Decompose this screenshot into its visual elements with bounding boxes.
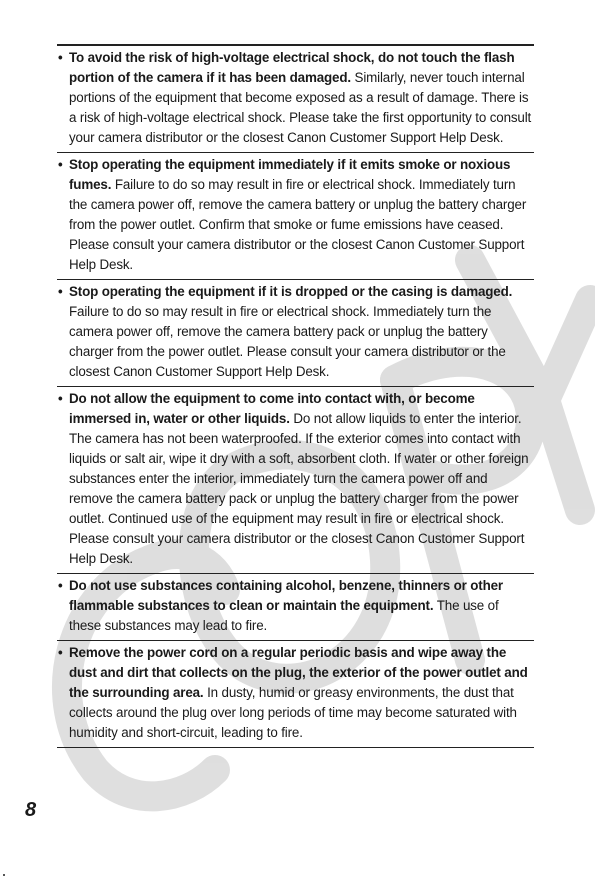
warning-lead: Remove the power cord on a regular periodic basis and wipe away the dust and dirt that collects on the plug, the exterior of the power outlet and the surrounding area. (69, 645, 528, 700)
bullet-icon: • (58, 157, 63, 172)
page-number: 8 (25, 799, 37, 821)
warning-body: Failure to do so may result in fire or electrical shock. Immediately turn the camera power off, remove the camera battery pack or unplug the battery charger from the power outlet. Please consult your camera distributor or the closest Canon Customer Support Help Desk. (69, 304, 506, 379)
warning-body: In dusty, humid or greasy environments, the dust that collects around the plug over long periods of time may become saturated with humidity and short-circuit, leading to fire. (69, 685, 517, 740)
bottom-rule (57, 747, 534, 748)
warning-body: The use of these substances may lead to fire. (69, 598, 499, 633)
bullet-icon: • (58, 284, 63, 299)
warning-lead: To avoid the risk of high-voltage electrical shock, do not touch the flash portion of the camera if it has been damaged. (69, 50, 515, 85)
bullet-icon: • (58, 391, 63, 406)
bullet-icon: • (58, 50, 63, 65)
warning-body: Do not allow liquids to enter the interior. The camera has not been waterproofed. If the exterior comes into contact with liquids or salt air, wipe it dry with a soft, absorbent cloth. If water or other foreign substances enter the interior, immediately turn the camera power off and remove the camera battery pack or unplug the battery charger from the power outlet. Continued use of the equipment may result in fire or electrical shock. Please consult your camera distributor or the closest Canon Customer Support Help Desk. (69, 411, 529, 566)
warning-lead: Stop operating the equipment immediately if it emits smoke or noxious fumes. (69, 157, 511, 192)
warning-item (57, 45, 534, 152)
warning-item (57, 279, 534, 386)
warning-item (57, 152, 534, 279)
bullet-icon: • (58, 578, 63, 593)
bullet-icon: • (58, 645, 63, 660)
warning-lead: Do not use substances containing alcohol, benzene, thinners or other flammable substances to clean or maintain the equipment. (69, 578, 503, 613)
warning-body: Similarly, never touch internal portions of the equipment that become exposed as a result of damage. There is a risk of high-voltage electrical shock. Please take the first opportunity to consult your camera distributor or the closest Canon Customer Support Help Desk. (69, 70, 532, 145)
warning-item (57, 640, 534, 747)
safety-warnings-list (57, 44, 534, 748)
corner-mark (3, 874, 5, 876)
warning-lead: Stop operating the equipment if it is dropped or the casing is damaged. (69, 284, 513, 299)
warning-body: Failure to do so may result in fire or electrical shock. Immediately turn the camera power off, remove the camera battery or unplug the battery charger from the power outlet. Confirm that smoke or fume emissions have ceased. Please consult your camera distributor or the closest Canon Customer Support Help Desk. (69, 177, 527, 272)
warning-lead: Do not allow the equipment to come into contact with, or become immersed in, water or other liquids. (69, 391, 475, 426)
warning-item (57, 573, 534, 640)
warning-item (57, 386, 534, 573)
